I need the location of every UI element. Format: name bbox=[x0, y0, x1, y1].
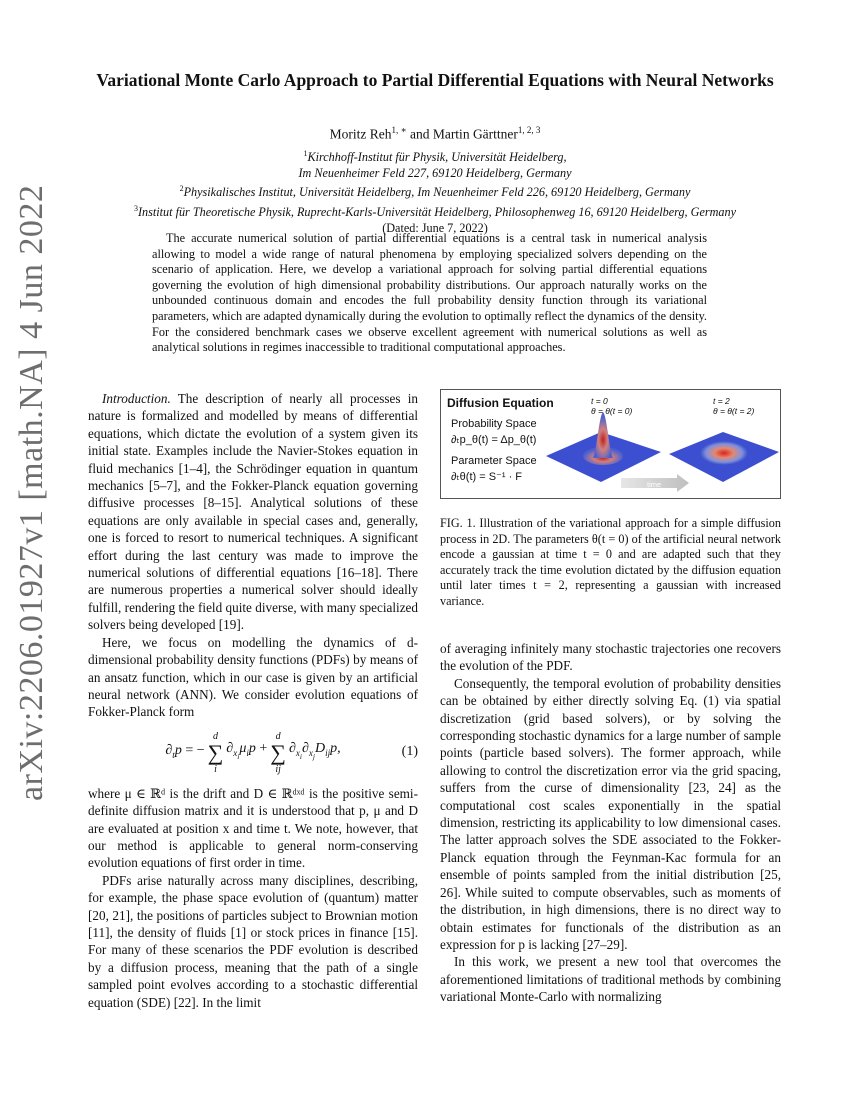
arrow-label: time bbox=[647, 480, 662, 489]
param-space-label: Parameter Space bbox=[451, 455, 537, 467]
figure-1 bbox=[440, 389, 781, 499]
label-theta0: θ = θ(t = 0) bbox=[591, 406, 633, 416]
author-2: and Martin Gärttner bbox=[406, 126, 518, 142]
prob-space-label: Probability Space bbox=[451, 418, 537, 430]
intro-paragraph: The description of nearly all processes in nature is formalized and modelled by means of differential equations, which dictate the evolution of a system given its initial state. Examples include the Navier-Stokes equation in fluid mechanics [1–4], the Schrödinger equation in quantum mechanics [5–7], and the Fokker-Planck equation governing diffusive processes [8–15]. Analytical solutions of these equations are only available in special cases and, generally, one is forced to resort to numerical techniques. A significant effort during the last century was made to improve the numerical solutions of differential equations [16–18]. There are numerous properties a numerical solver should ideally fulfill, rendering the field quite diverse, with many specialized solvers being developed [19]. bbox=[88, 391, 418, 633]
prob-space-equation: ∂ₜp_θ(t) = Δp_θ(t) bbox=[451, 434, 537, 446]
paper-title: Variational Monte Carlo Approach to Partial Differential Equations with Neural Networks bbox=[96, 70, 774, 90]
author-2-affil: 1, 2, 3 bbox=[517, 125, 541, 135]
affiliation-1b: Im Neuenheimer Feld 227, 69120 Heidelberg, Germany bbox=[298, 166, 572, 181]
paragraph-this-work: In this work, we present a new tool that overcomes the aforementioned limitations of traditional methods by combining variational Monte-Carlo with normalizing bbox=[440, 954, 781, 1005]
label-t2: t = 2 bbox=[713, 396, 730, 406]
surface-t2-gaussian bbox=[700, 441, 748, 465]
arxiv-sidebar-stamp: arXiv:2206.01927v1 [math.NA] 4 Jun 2022 bbox=[13, 184, 50, 801]
paragraph-consequently: Consequently, the temporal evolution of probability densities can be obtained by either directly solving Eq. (1) via spatial discretization (grid based solvers), or by solving the corresponding stochastic dynamics for a large number of sample points (particle based solvers). The former approach, while allowing to control the discretization error via the grid spacing, suffers from the curse of dimensionality [23, 24] as the computational cost scales exponentially in the spatial dimension, restricting its applicability to low dimensional cases. The latter approach solves the SDE associated to the Fokker-Planck equation through the Feynman-Kac formula for an ensemble of points sampled from the initial distribution [25, 26]. While suited to compute observables, such as moments of the distribution, in high dimensions, there is no direct way to obtain estimates for functionals of the distribution as an expression for p is lacking [27–29]. bbox=[440, 675, 781, 952]
right-column bbox=[440, 640, 781, 1006]
param-space-equation: ∂ₜθ(t) = S⁻¹ · F bbox=[451, 471, 523, 483]
label-t0: t = 0 bbox=[591, 396, 608, 406]
affiliation-2: Physikalisches Institut, Universität Heidelberg, Im Neuenheimer Feld 226, 69120 Heidelberg, Germany bbox=[183, 185, 691, 200]
affiliation-1a: Kirchhoff-Institut für Physik, Universität Heidelberg, bbox=[307, 150, 567, 165]
paragraph-focus: Here, we focus on modelling the dynamics of d-dimensional probability density functions (PDFs) by means of an ansatz function, which in our case is given by an artificial neural network (ANN). We consider evolution equations of Fokker-Planck form bbox=[88, 634, 418, 720]
author-line bbox=[90, 125, 780, 143]
paragraph-pdfs: PDFs arise naturally across many disciplines, describing, for example, the phase space evolution of (quantum) matter [20, 21], the positions of particles subject to Brownian motion [11], the density of fluids [1] or stock prices in finance [15]. For many of these scenarios the PDF evolution is described by a diffusion process, meaning that the path of a single sampled point evolves according to a stochastic differential equation (SDE) [22]. In the limit bbox=[88, 872, 418, 1010]
intro-label: Introduction. bbox=[102, 391, 171, 406]
affiliation-3: Institut für Theoretische Physik, Ruprecht-Karls-Universität Heidelberg, Philosophenweg 16, 69120 Heidelberg, Germany bbox=[138, 204, 736, 219]
author-1-affil: 1, ∗ bbox=[391, 125, 407, 135]
equation-1: $\partial_tp$ = − d ∑ i $\partial_{x_i}\mu_ip$ + d ∑ ij $\partial_{x_i}\partial_{x_j}D_{ij}p$, (1) bbox=[165, 730, 418, 775]
affiliations: $^1$Kirchhoff-Institut für Physik, Universität Heidelberg, Im Neuenheimer Feld 227, 69120 Heidelberg, Germany $^2$Physikalisches Institut, Universität Heidelberg, Im Neuenheimer Feld 226, 69120 Heidelberg, Germany $^3$Institut für Theoretische Physik, Ruprecht-Karls-Universität Heidelberg, Philosophenweg 16, 69120 Heidelberg, Germany (Dated: June 7, 2022) bbox=[70, 146, 800, 236]
figure-1-caption: FIG. 1. Illustration of the variational approach for a simple diffusion process in 2D. The parameters θ(t = 0) of the artificial neural network encode a gaussian at time t = 0 and are adapted such that they accurately track the time evolution dictated by the diffusion equation until later times t = 2, representing a gaussian with increased variance. bbox=[440, 516, 781, 608]
figure-heading: Diffusion Equation bbox=[447, 396, 554, 410]
equation-number: (1) bbox=[401, 743, 418, 759]
label-theta2: θ = θ(t = 2) bbox=[713, 406, 755, 416]
paragraph-where: where μ ∈ ℝᵈ is the drift and D ∈ ℝᵈˣᵈ is the positive semi-definite diffusion matrix and it is understood that p, μ and D are evaluated at position x and time t. We note, however, that our method is applicable to general norm-conserving evolution equations of first order in time. bbox=[88, 785, 418, 871]
dated-line: (Dated: June 7, 2022) bbox=[382, 221, 488, 235]
author-1: Moritz Reh bbox=[329, 126, 392, 142]
abstract: The accurate numerical solution of partial differential equations is a central task in numerical analysis allowing to model a wide range of natural phenomena by employing specialized solvers depending on the scenario of application. Here, we develop a variational approach for solving partial differential equations governing the evolution of high dimensional probability distributions. Our approach naturally works on the unbounded continuous domain and encodes the full probability density function through its variational parameters, which are adapted dynamically during the evolution to optimally reflect the dynamics of the density. For the considered benchmark cases we observe excellent agreement with numerical solutions as well as analytical solutions in regimes inaccessible to traditional computational approaches. bbox=[152, 231, 707, 355]
paragraph-averaging: of averaging infinitely many stochastic trajectories one recovers the evolution of the PDF. bbox=[440, 641, 781, 674]
left-column bbox=[88, 390, 418, 1011]
